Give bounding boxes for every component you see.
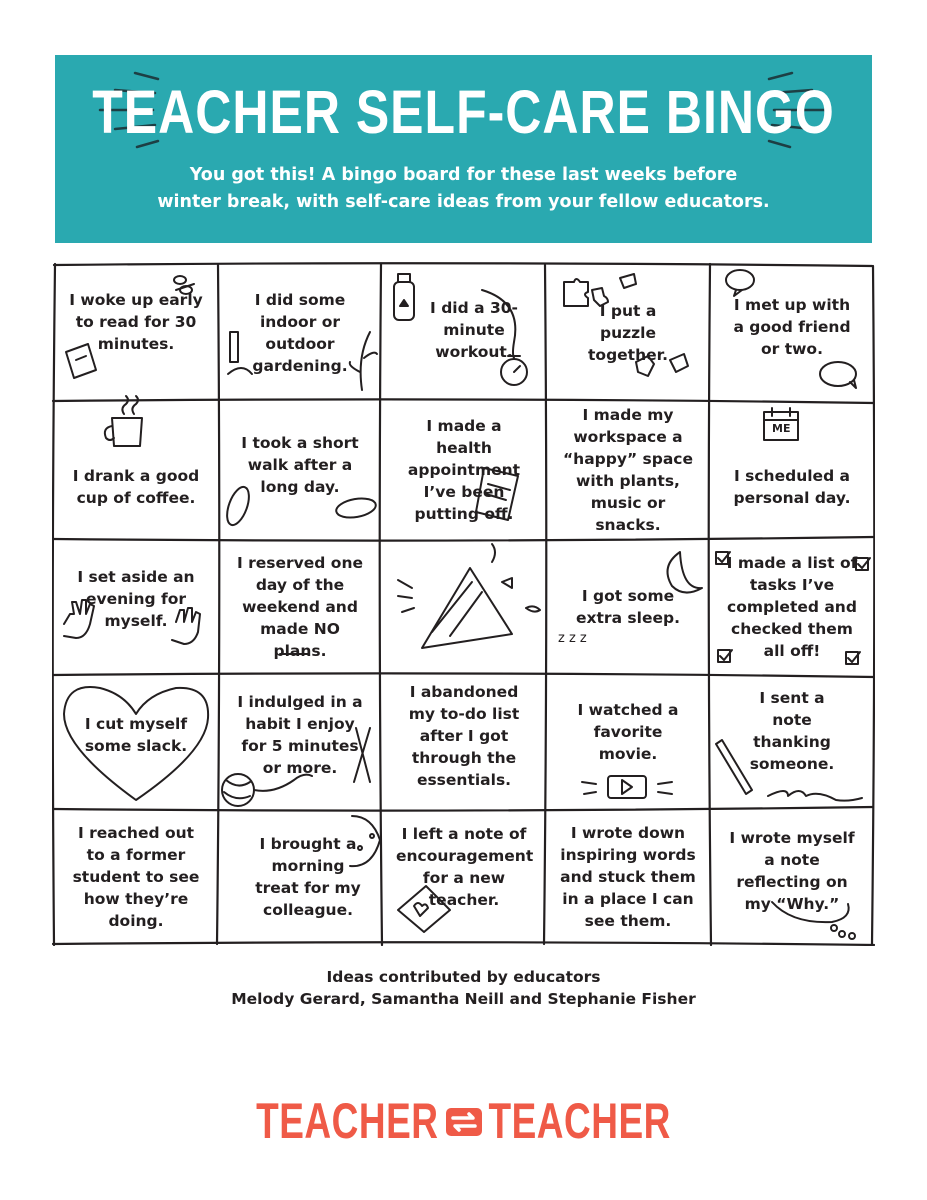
exchange-arrows-icon [445, 1107, 483, 1137]
square-text: I got some extra sleep. [576, 587, 680, 627]
square-text: I made a health appointment I’ve been putting off. [407, 417, 521, 523]
logo-word-left: TEACHER [256, 1093, 439, 1149]
square-text: I made a list of tasks I’ve completed and checked them all off! [726, 554, 858, 660]
subtitle-line-2: winter break, with self-care ideas from your fellow educators. [157, 192, 770, 212]
book-icon [66, 344, 96, 378]
credits-line-1: Ideas contributed by educators [326, 968, 601, 986]
credits [0, 966, 927, 1010]
plant-icon [228, 332, 377, 390]
checkbox-icon [716, 552, 870, 664]
square-text: I cut myself some slack. [84, 715, 188, 755]
square-text: I put a puzzle together. [588, 302, 668, 364]
square-text: I indulged in a habit I enjoy for 5 minutes or more. [237, 693, 363, 777]
square-text: I drank a good cup of coffee. [72, 467, 200, 507]
header-banner [55, 55, 872, 243]
thought-bubble-icon [772, 902, 855, 939]
square-text: I abandoned my to-do list after I got through the essentials. [408, 683, 520, 789]
play-button-icon [582, 776, 672, 798]
shoe-icon [223, 484, 378, 528]
doodle-layer [52, 262, 875, 946]
square-text: I left a note of encouragement for a new teacher. [396, 825, 534, 909]
coffee-cup-icon [105, 396, 142, 446]
square-text: I made my workspace a “happy” space with plants, music or snacks. [562, 406, 694, 534]
moon-icon [668, 552, 703, 593]
water-bottle-icon [394, 274, 414, 320]
hands-icon [64, 600, 200, 644]
note-icon [398, 886, 450, 932]
heart-icon [64, 687, 208, 800]
sleep-zzz: z z z [558, 631, 587, 646]
square-text: I wrote myself a note reflecting on my “Why.” [729, 829, 855, 913]
square-text: I met up with a good friend or two. [733, 296, 851, 358]
square-text: I took a short walk after a long day. [241, 434, 359, 496]
square-text: I reserved one day of the weekend and made NO plans. [236, 554, 363, 660]
credits-line-2: Melody Gerard, Samantha Neill and Stephanie Fisher [231, 990, 696, 1008]
party-hat-icon [398, 544, 540, 648]
calendar-label: ME [772, 422, 791, 435]
subtitle-line-1: You got this! A bingo board for these last weeks before [189, 165, 738, 185]
teacher-teacher-logo [0, 1093, 927, 1149]
square-text: I wrote down inspiring words and stuck them in a place I can see them. [560, 824, 696, 930]
square-text: I sent a note thanking someone. [749, 689, 835, 773]
page-subtitle [95, 162, 832, 216]
square-text: I set aside an evening for myself. [77, 568, 195, 630]
glasses-icon [174, 276, 194, 294]
page-title: TEACHER SELF-CARE BINGO [92, 78, 835, 147]
square-text: I did some indoor or outdoor gardening. [252, 291, 348, 375]
square-text: I woke up early to read for 30 minutes. [69, 291, 203, 353]
stopwatch-icon [482, 290, 527, 385]
square-text: I did a 30-minute workout. [430, 299, 518, 361]
logo-word-right: TEACHER [488, 1093, 671, 1149]
bingo-board [52, 262, 875, 946]
square-text: I brought a morning treat for my colleague. [255, 835, 361, 919]
donut-icon [350, 816, 380, 866]
speech-bubble-icon [726, 270, 856, 388]
pen-icon [716, 740, 862, 801]
square-text: I scheduled a personal day. [733, 467, 851, 507]
square-text: I reached out to a former student to see how they’re doing. [72, 824, 200, 930]
yarn-icon [222, 728, 370, 806]
clipboard-icon [476, 468, 518, 520]
square-text: I watched a favorite movie. [577, 701, 679, 763]
puzzle-icon [564, 274, 688, 376]
